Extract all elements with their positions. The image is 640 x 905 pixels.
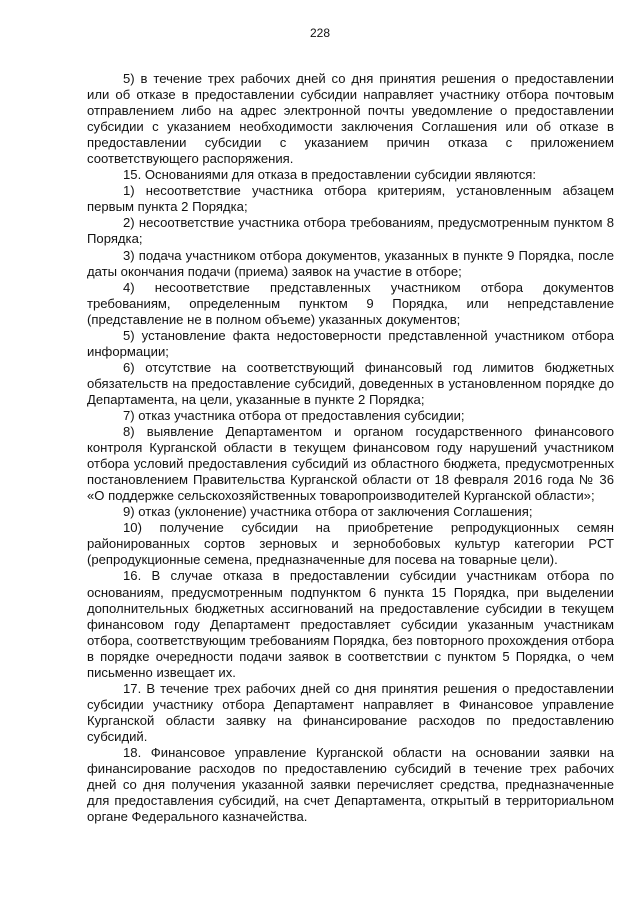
paragraph-15: 15. Основаниями для отказа в предоставлении субсидии являются: (123, 167, 536, 183)
list-item-15-3: 3) подача участником отбора документов, указанных в пункте 9 Порядка, после даты окончания подачи (приема) заявок на участие в отборе; (87, 247, 614, 279)
list-item-15-7: 7) отказ участника отбора от предоставления субсидии; (123, 407, 465, 423)
list-item-15-4: 4) несоответствие представленных участником отбора документов требованиям, определенным пунктом 9 Порядка, или непредставление (представление не в полном объеме) указанных документов; (87, 279, 614, 327)
paragraph-item-5: 5) в течение трех рабочих дней со дня принятия решения о предоставлении или об отказе в предоставлении субсидии направляет участнику отбора почтовым отправлением либо на адрес электронной почты уведомление о предоставлении субсидии с указанием необходимости заключения Соглашения или об отказе в предоставлении субсидии с указанием причин отказа с приложением соответствующего распоряжения. (87, 71, 614, 167)
list-item-15-5: 5) установление факта недостоверности представленной участником отбора информации; (87, 327, 614, 359)
list-item-15-8: 8) выявление Департаментом и органом государственного финансового контроля Курганской области в текущем финансовом году нарушений участником отбора условий предоставления субсидий из областного бюджета, предусмотренных постановлением Правительства Курганской области от 18 февраля 2016 года № 36 «О поддержке сельскохозяйственных товаропроизводителей Курганской области»; (87, 424, 614, 504)
paragraph-17: 17. В течение трех рабочих дней со дня принятия решения о предоставлении субсидии участнику отбора Департамент направляет в Финансовое управление Курганской области заявку на финансирование расходов по предоставлению субсидий. (87, 680, 614, 744)
list-item-15-2: 2) несоответствие участника отбора требованиям, предусмотренным пунктом 8 Порядка; (87, 215, 614, 247)
list-item-15-6: 6) отсутствие на соответствующий финансовый год лимитов бюджетных обязательств на предоставление субсидий, доведенных в установленном порядке до Департамента, на цели, указанные в пункте 2 Порядка; (87, 359, 614, 407)
list-item-15-1: 1) несоответствие участника отбора критериям, установленным абзацем первым пункта 2 Порядка; (87, 183, 614, 215)
page-number: 228 (309, 26, 331, 40)
list-item-15-9: 9) отказ (уклонение) участника отбора от заключения Соглашения; (123, 504, 533, 520)
document-body (87, 71, 614, 825)
list-item-15-10: 10) получение субсидии на приобретение репродукционных семян районированных сортов зерновых и зернобобовых культур категории РСТ (репродукционные семена, предназначенные для посева на товарные цели). (87, 520, 614, 568)
paragraph-18: 18. Финансовое управление Курганской области на основании заявки на финансирование расходов по предоставлению субсидий в течение трех рабочих дней со дня получения указанной заявки перечисляет средства, предназначенные для предоставления субсидий, на счет Департамента, открытый в территориальном органе Федерального казначейства. (87, 744, 614, 825)
paragraph-16: 16. В случае отказа в предоставлении субсидии участникам отбора по основаниям, предусмотренным подпунктом 6 пункта 15 Порядка, при выделении дополнительных бюджетных ассигнований на предоставление субсидии в текущем финансовом году Департамент предоставляет субсидии указанным участникам отбора, соответствующим требованиям Порядка, без повторного прохождения отбора в порядке очередности подачи заявок в соответствии с пунктом 5 Порядка, о чем письменно извещает их. (87, 568, 614, 680)
